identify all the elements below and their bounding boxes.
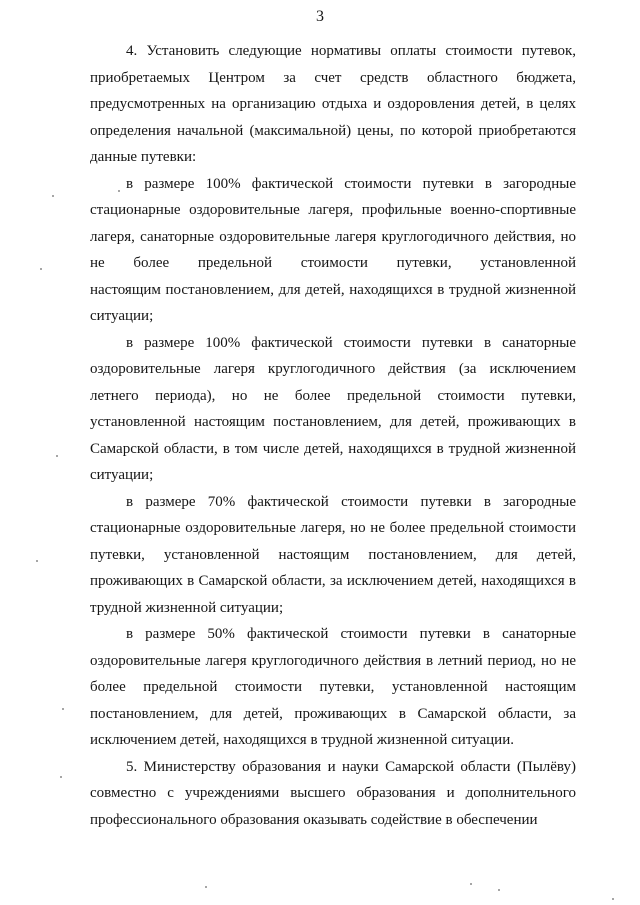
paragraph-norm-100-camps: в размере 100% фактической стоимости путевки в загородные стационарные оздоровительные лагеря, профильные военно-спортивные лагеря, санаторные оздоровительные лагеря круглогодичного действия, но не более предельной стоимости путевки, установленной <box>90 175 576 271</box>
paragraph-ministry-instruction: 5. Министерству образования и науки Самарской области (Пылёву) совместно с учреждениями высшего образования и дополнительного профессионального образования оказывать содействие в обеспечении <box>90 758 576 828</box>
document-body <box>90 38 576 833</box>
paragraph-norm-100-sanatorium: в размере 100% фактической стоимости путевки в санаторные оздоровительные лагеря круглогодичного действия (за исключением летнего периода), но не более предельной стоимости путевки, установленной настоящим постановлением, для детей, проживающих в Самарской области, в том числе детей, находящихся в трудной жизненной ситуации; <box>90 334 576 483</box>
paragraph-norm-50-sanatorium: в размере 50% фактической стоимости путевки в санаторные оздоровительные лагеря круглогодичного действия в летний период, но не более предельной стоимости путевки, установленной настоящим <box>90 626 576 695</box>
paragraph-norm-70-camps: в размере 70% фактической стоимости путевки в загородные стационарные оздоровительные лагеря, но не более предельной стоимости путевки, установленной настоящим постановлением, для детей, <box>90 493 576 563</box>
scan-speck <box>60 776 62 778</box>
scan-speck <box>498 889 500 891</box>
page-number: 3 <box>316 8 324 25</box>
scan-speck <box>612 898 614 900</box>
scan-speck <box>118 190 120 192</box>
scan-speck <box>470 883 472 885</box>
paragraph-norms-intro: 4. Установить следующие нормативы оплаты стоимости путевок, приобретаемых Центром за счет средств областного бюджета, предусмотренных на организацию отдыха и оздоровления детей, в целях определения начальной (максимальной) цены, по которой приобретаются данные путевки: <box>90 43 576 165</box>
scan-speck <box>62 708 64 710</box>
scan-speck <box>52 195 54 197</box>
paragraph-norm-70-camps-continued: проживающих в Самарской области, за исключением детей, находящихся в трудной жизненной ситуации; <box>90 573 576 616</box>
scan-speck <box>40 268 42 270</box>
paragraph-norm-100-camps-continued: настоящим постановлением, для детей, находящихся в трудной жизненной ситуации; <box>90 281 576 324</box>
scan-speck <box>205 886 207 888</box>
paragraph-norm-50-sanatorium-continued: постановлением, для детей, проживающих в Самарской области, за исключением детей, находящихся в трудной жизненной ситуации. <box>90 705 576 748</box>
scan-speck <box>36 560 38 562</box>
scan-speck <box>56 455 58 457</box>
